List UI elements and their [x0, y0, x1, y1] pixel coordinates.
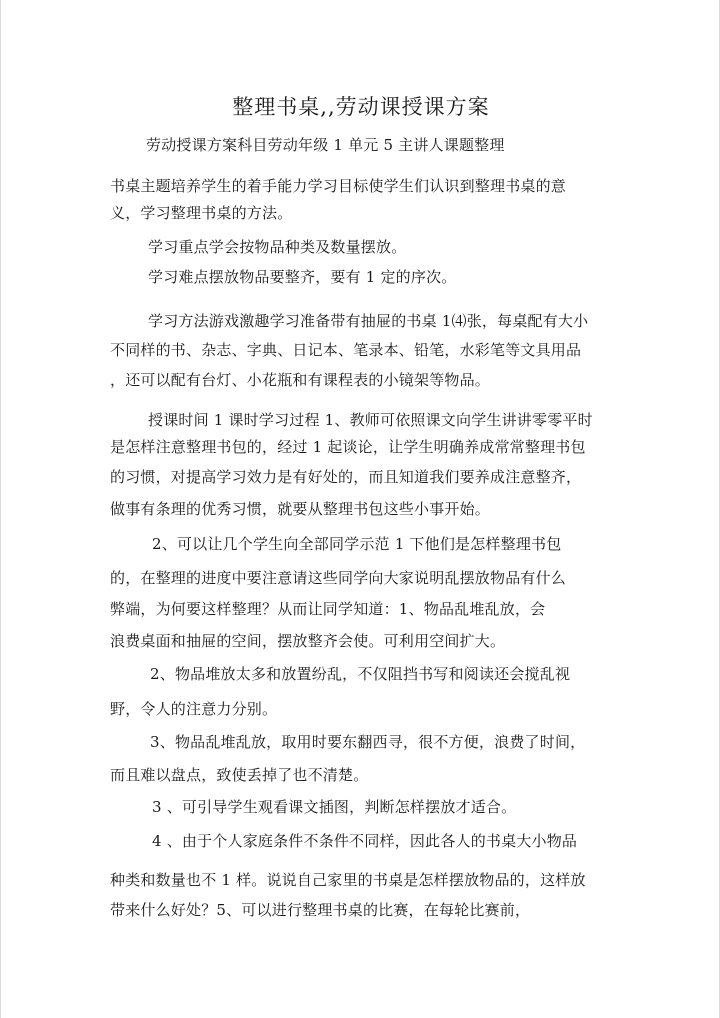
text-line: ，还可以配有台灯、小花瓶和有课程表的小镜架等物品。 [110, 371, 491, 389]
text-line: 带来什么好处？5、可以进行整理书桌的比赛，在每轮比赛前， [110, 901, 531, 919]
text-line: 4 、由于个人家庭条件不条件不同样，因此各人的书桌大小物品 [152, 832, 578, 850]
text-line: 的，在整理的进度中要注意请这些同学向大家说明乱摆放物品有什么 [110, 569, 567, 587]
text-line: 的习惯，对提高学习效力是有好处的，而且知道我们要养成注意整齐， [110, 468, 582, 486]
text-line: 2、物品堆放太多和放置纷乱，不仅阻挡书写和阅读还会搅乱视 [150, 665, 571, 683]
text-line: 种类和数量也不 1 样。说说自己家里的书桌是怎样摆放物品的，这样放 [110, 871, 586, 889]
document-title: 整理书桌,,劳动课授课方案 [232, 95, 490, 119]
text-line: 3、物品乱堆乱放，取用时要东翻西寻，很不方便，浪费了时间， [150, 733, 586, 751]
text-line: 是怎样注意整理书包的，经过 1 起谈论，让学生明确养成常常整理书包 [110, 438, 586, 456]
text-line: 2、可以让几个学生向全部同学示范 1 下他们是怎样整理书包 [152, 535, 562, 553]
text-line: 做事有条理的优秀习惯，就要从整理书包这些小事开始。 [110, 500, 491, 518]
text-line: 学习难点摆放物品要整齐，要有 1 定的序次。 [148, 268, 457, 286]
text-line: 学习重点学会按物品种类及数量摆放。 [148, 238, 407, 256]
text-line: 3 、可引导学生观看课文插图，判断怎样摆放才适合。 [152, 798, 517, 816]
text-line: 劳动授课方案科目劳动年级 1 单元 5 主讲人课题整理 [146, 136, 505, 154]
text-line: 弊端，为何要这样整理？从而让同学知道：1、物品乱堆乱放，会 [110, 600, 546, 618]
text-line: 野，令人的注意力分别。 [110, 700, 278, 718]
text-line: 义，学习整理书桌的方法。 [110, 204, 293, 222]
text-line: 学习方法游戏激趣学习准备带有抽屉的书桌 1⑷张，每桌配有大小 [148, 312, 589, 330]
text-line: 浪费桌面和抽屉的空间，摆放整齐会使。可利用空间扩大。 [110, 632, 506, 650]
text-line: 书桌主题培养学生的着手能力学习目标使学生们认识到整理书桌的意 [110, 177, 567, 195]
text-line: 授课时间 1 课时学习过程 1、教师可依照课文向学生讲讲零零平时 [148, 411, 593, 429]
text-line: 而且难以盘点，致使丢掉了也不清楚。 [110, 766, 369, 784]
text-line: 不同样的书、杂志、字典、日记本、笔录本、铅笔，水彩笔等文具用品 [110, 341, 582, 359]
